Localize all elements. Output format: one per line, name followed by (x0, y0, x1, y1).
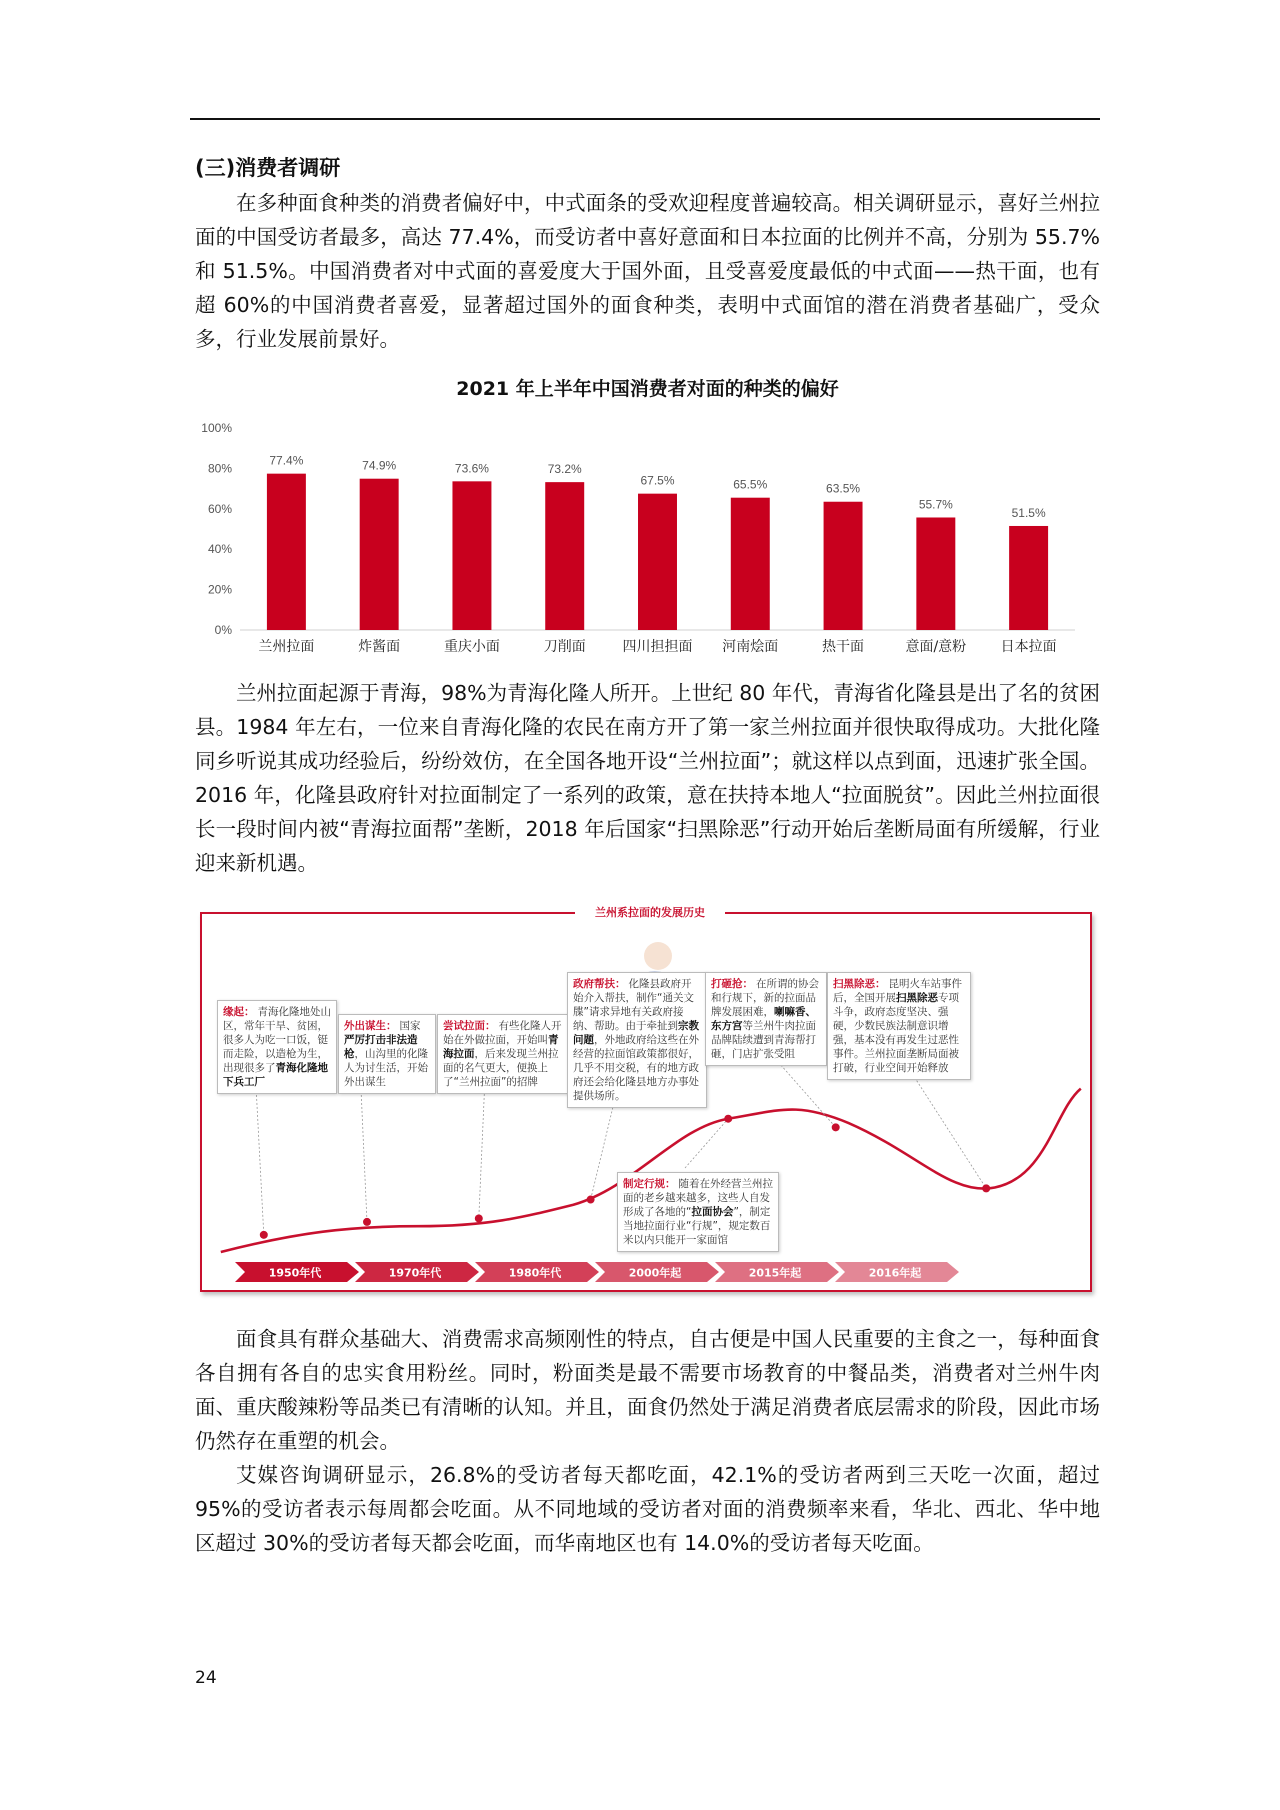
bar-value-label: 67.5% (640, 473, 675, 488)
event-head: 政府帮扶： (573, 978, 626, 990)
bar-chart-svg (195, 410, 1100, 672)
event-dot (363, 1218, 371, 1226)
event-smash-grab (705, 972, 827, 1066)
y-tick-label: 80% (207, 461, 232, 476)
event-try-lamian (437, 1014, 569, 1094)
bar-value-label: 74.9% (362, 458, 397, 473)
event-dot (587, 1196, 595, 1204)
event-anti-crime (827, 972, 971, 1080)
category-label: 重庆小面 (443, 639, 500, 655)
bar (360, 479, 399, 630)
bar-value-label: 73.6% (454, 461, 489, 476)
event-gov-support (567, 972, 707, 1108)
event-strong: 拉面协会 (691, 1206, 734, 1218)
era-label: 2016年起 (868, 1266, 922, 1280)
paragraph-market-opportunity: 面食具有群众基础大、消费需求高频刚性的特点，自古便是中国人民重要的主食之一，每种面食各自拥有各自的忠实食用粉丝。同时，粉面类是最不需要市场教育的中餐品类，消费者对兰州牛肉面、重庆酸辣粉等品类已有清晰的认知。并且，面食仍然处于满足消费者底层需求的阶段，因此市场仍然存在重塑的机会。 (195, 1327, 1100, 1453)
bar-value-label: 55.7% (918, 497, 953, 512)
event-strong: 严厉打击非法造枪 (344, 1034, 418, 1060)
event-connector (479, 1078, 485, 1218)
event-strong: 青海拉面 (443, 1034, 559, 1060)
page-content (195, 152, 1100, 1560)
event-strong: 宗教问题 (573, 1020, 699, 1046)
y-tick-label: 20% (207, 582, 232, 597)
event-body: 有些化隆人开始在外做拉面，开始叫 (443, 1020, 562, 1046)
event-head: 制定行规： (623, 1178, 676, 1190)
era-label: 2015年起 (748, 1266, 802, 1280)
bar (731, 498, 770, 630)
event-head: 尝试拉面： (443, 1020, 496, 1032)
event-head: 扫黑除恶： (833, 978, 886, 990)
y-tick-label: 60% (207, 501, 232, 516)
bar-value-label: 73.2% (547, 462, 582, 477)
bar (824, 502, 863, 630)
event-tail: ，山沟里的化隆人为讨生活，开始外出谋生 (344, 1048, 428, 1088)
bar (545, 482, 584, 630)
event-leave-home (338, 1014, 436, 1094)
event-dot (475, 1214, 483, 1222)
category-label: 日本拉面 (1000, 639, 1057, 655)
bar (1009, 526, 1048, 630)
bar-value-label: 51.5% (1011, 505, 1046, 520)
category-label: 炸酱面 (358, 639, 401, 655)
era-label: 1950年代 (268, 1266, 322, 1280)
event-head: 外出谋生： (344, 1020, 397, 1032)
category-label: 意面/意粉 (905, 639, 967, 655)
event-industry-rules (617, 1172, 779, 1252)
bar-value-label: 65.5% (733, 477, 768, 492)
y-tick-label: 100% (201, 421, 232, 435)
y-tick-label: 0% (214, 623, 232, 637)
bar-value-label: 63.5% (826, 481, 861, 496)
bar (916, 517, 955, 630)
event-head: 缘起： (223, 1006, 255, 1018)
event-dot (832, 1123, 840, 1131)
event-strong: 喇嘛香、东方宫 (711, 1006, 816, 1032)
event-origin (217, 1000, 337, 1094)
timeline-title: 兰州系拉面的发展历史 (575, 902, 725, 924)
era-label: 1970年代 (388, 1266, 442, 1280)
category-label: 四川担担面 (622, 639, 693, 655)
event-dot (982, 1184, 990, 1192)
event-dot (260, 1231, 268, 1239)
section-heading: (三)消费者调研 (195, 156, 341, 180)
category-label: 刀削面 (543, 639, 586, 655)
paragraph-consumption-frequency: 艾媒咨询调研显示，26.8%的受访者每天都吃面，42.1%的受访者两到三天吃一次面，超过 95%的受访者表示每周都会吃面。从不同地域的受访者对面的消费频率来看，华北、西北、华中地区超过 30%的受访者每天都会吃面，而华南地区也有 14.0%的受访者每天吃面。 (195, 1463, 1100, 1555)
event-strong: 扫黑除恶 (896, 992, 938, 1004)
category-label: 热干面 (822, 639, 865, 655)
lamian-history-figure (195, 902, 1100, 1302)
paragraph-lanzhou-origin: 兰州拉面起源于青海，98%为青海化隆人所开。上世纪 80 年代，青海省化隆县是出了名的贫困县。1984 年左右，一位来自青海化隆的农民在南方开了第一家兰州拉面并很快取得成功。大批化隆同乡听说其成功经验后，纷纷效仿，在全国各地开设“兰州拉面”；就这样以点到面，迅速扩张全国。2016 年，化隆县政府针对拉面制定了一系列的政策，意在扶持本地人“拉面脱贫”。因此兰州拉面很长一段时间内被“青海拉面帮”垄断，2018 年后国家“扫黑除恶”行动开始后垄断局面有所缓解，行业迎来新机遇。 (195, 681, 1100, 875)
event-body: 国家 (399, 1020, 421, 1032)
event-dot (724, 1115, 732, 1123)
bar (452, 481, 491, 630)
noodle-preference-chart (195, 366, 1100, 676)
event-body: 化隆县政府开始介入帮扶，制作“通关文牒”请求异地有关政府接纳、帮助。由于牵扯到 (573, 978, 694, 1032)
era-label: 1980年代 (508, 1266, 562, 1280)
y-tick-label: 40% (207, 542, 232, 557)
event-tail: 等兰州牛肉拉面品牌陆续遭到青海帮打砸，门店扩张受阻 (711, 1020, 816, 1060)
bar (267, 474, 306, 630)
event-tail: 专项斗争，政府态度坚决、强硬，少数民族法制意识增强，基本没有再发生过恶性事件。兰州拉面垄断局面被打破，行业空间开始释放 (833, 992, 959, 1074)
paragraph-consumer-preference: 在多种面食种类的消费者偏好中，中式面条的受欢迎程度普遍较高。相关调研显示，喜好兰州拉面的中国受访者最多，高达 77.4%，而受访者中喜好意面和日本拉面的比例并不高，分别为 55.7%和 51.5%。中国消费者对中式面的喜爱度大于国外面，且受喜爱度最低的中式面——热干面，也有超 60%的中国消费者喜爱，显著超过国外的面食种类，表明中式面馆的潜在消费者基础广，受众多，行业发展前景好。 (195, 191, 1100, 351)
chart-title: 2021 年上半年中国消费者对面的种类的偏好 (456, 378, 839, 400)
category-label: 兰州拉面 (258, 639, 315, 655)
event-body: 青海化隆地处山区，常年干旱、贫困，很多人为吃一口饭，铤而走险，以造枪为生，出现很多了 (223, 1006, 331, 1074)
event-tail: ，后来发现兰州拉面的名气更大，便换上了“兰州拉面”的招牌 (443, 1048, 559, 1088)
event-body: 在所谓的协会和行规下，新的拉面品牌发展困难， (711, 978, 819, 1018)
era-label: 2000年起 (628, 1266, 682, 1280)
event-tail: ，外地政府给这些在外经营的拉面馆政策都很好，几乎不用交税，有的地方政府还会给化隆县地方办事处提供场所。 (573, 1034, 699, 1102)
bar (638, 494, 677, 630)
bar-value-label: 77.4% (269, 453, 304, 468)
event-body: 昆明火车站事件后，全国开展 (833, 978, 962, 1004)
event-tail: ”，制定当地拉面行业“行规”，规定数百米以内只能开一家面馆 (623, 1206, 771, 1246)
event-body: 随着在外经营兰州拉面的老乡越来越多，这些人自发形成了各地的“ (623, 1178, 773, 1218)
page-number: 24 (195, 1668, 217, 1688)
event-head: 打砸抢： (711, 978, 753, 990)
header-rule (190, 118, 1100, 120)
event-strong: 青海化隆地下兵工厂 (223, 1062, 328, 1088)
category-label: 河南烩面 (722, 639, 779, 655)
